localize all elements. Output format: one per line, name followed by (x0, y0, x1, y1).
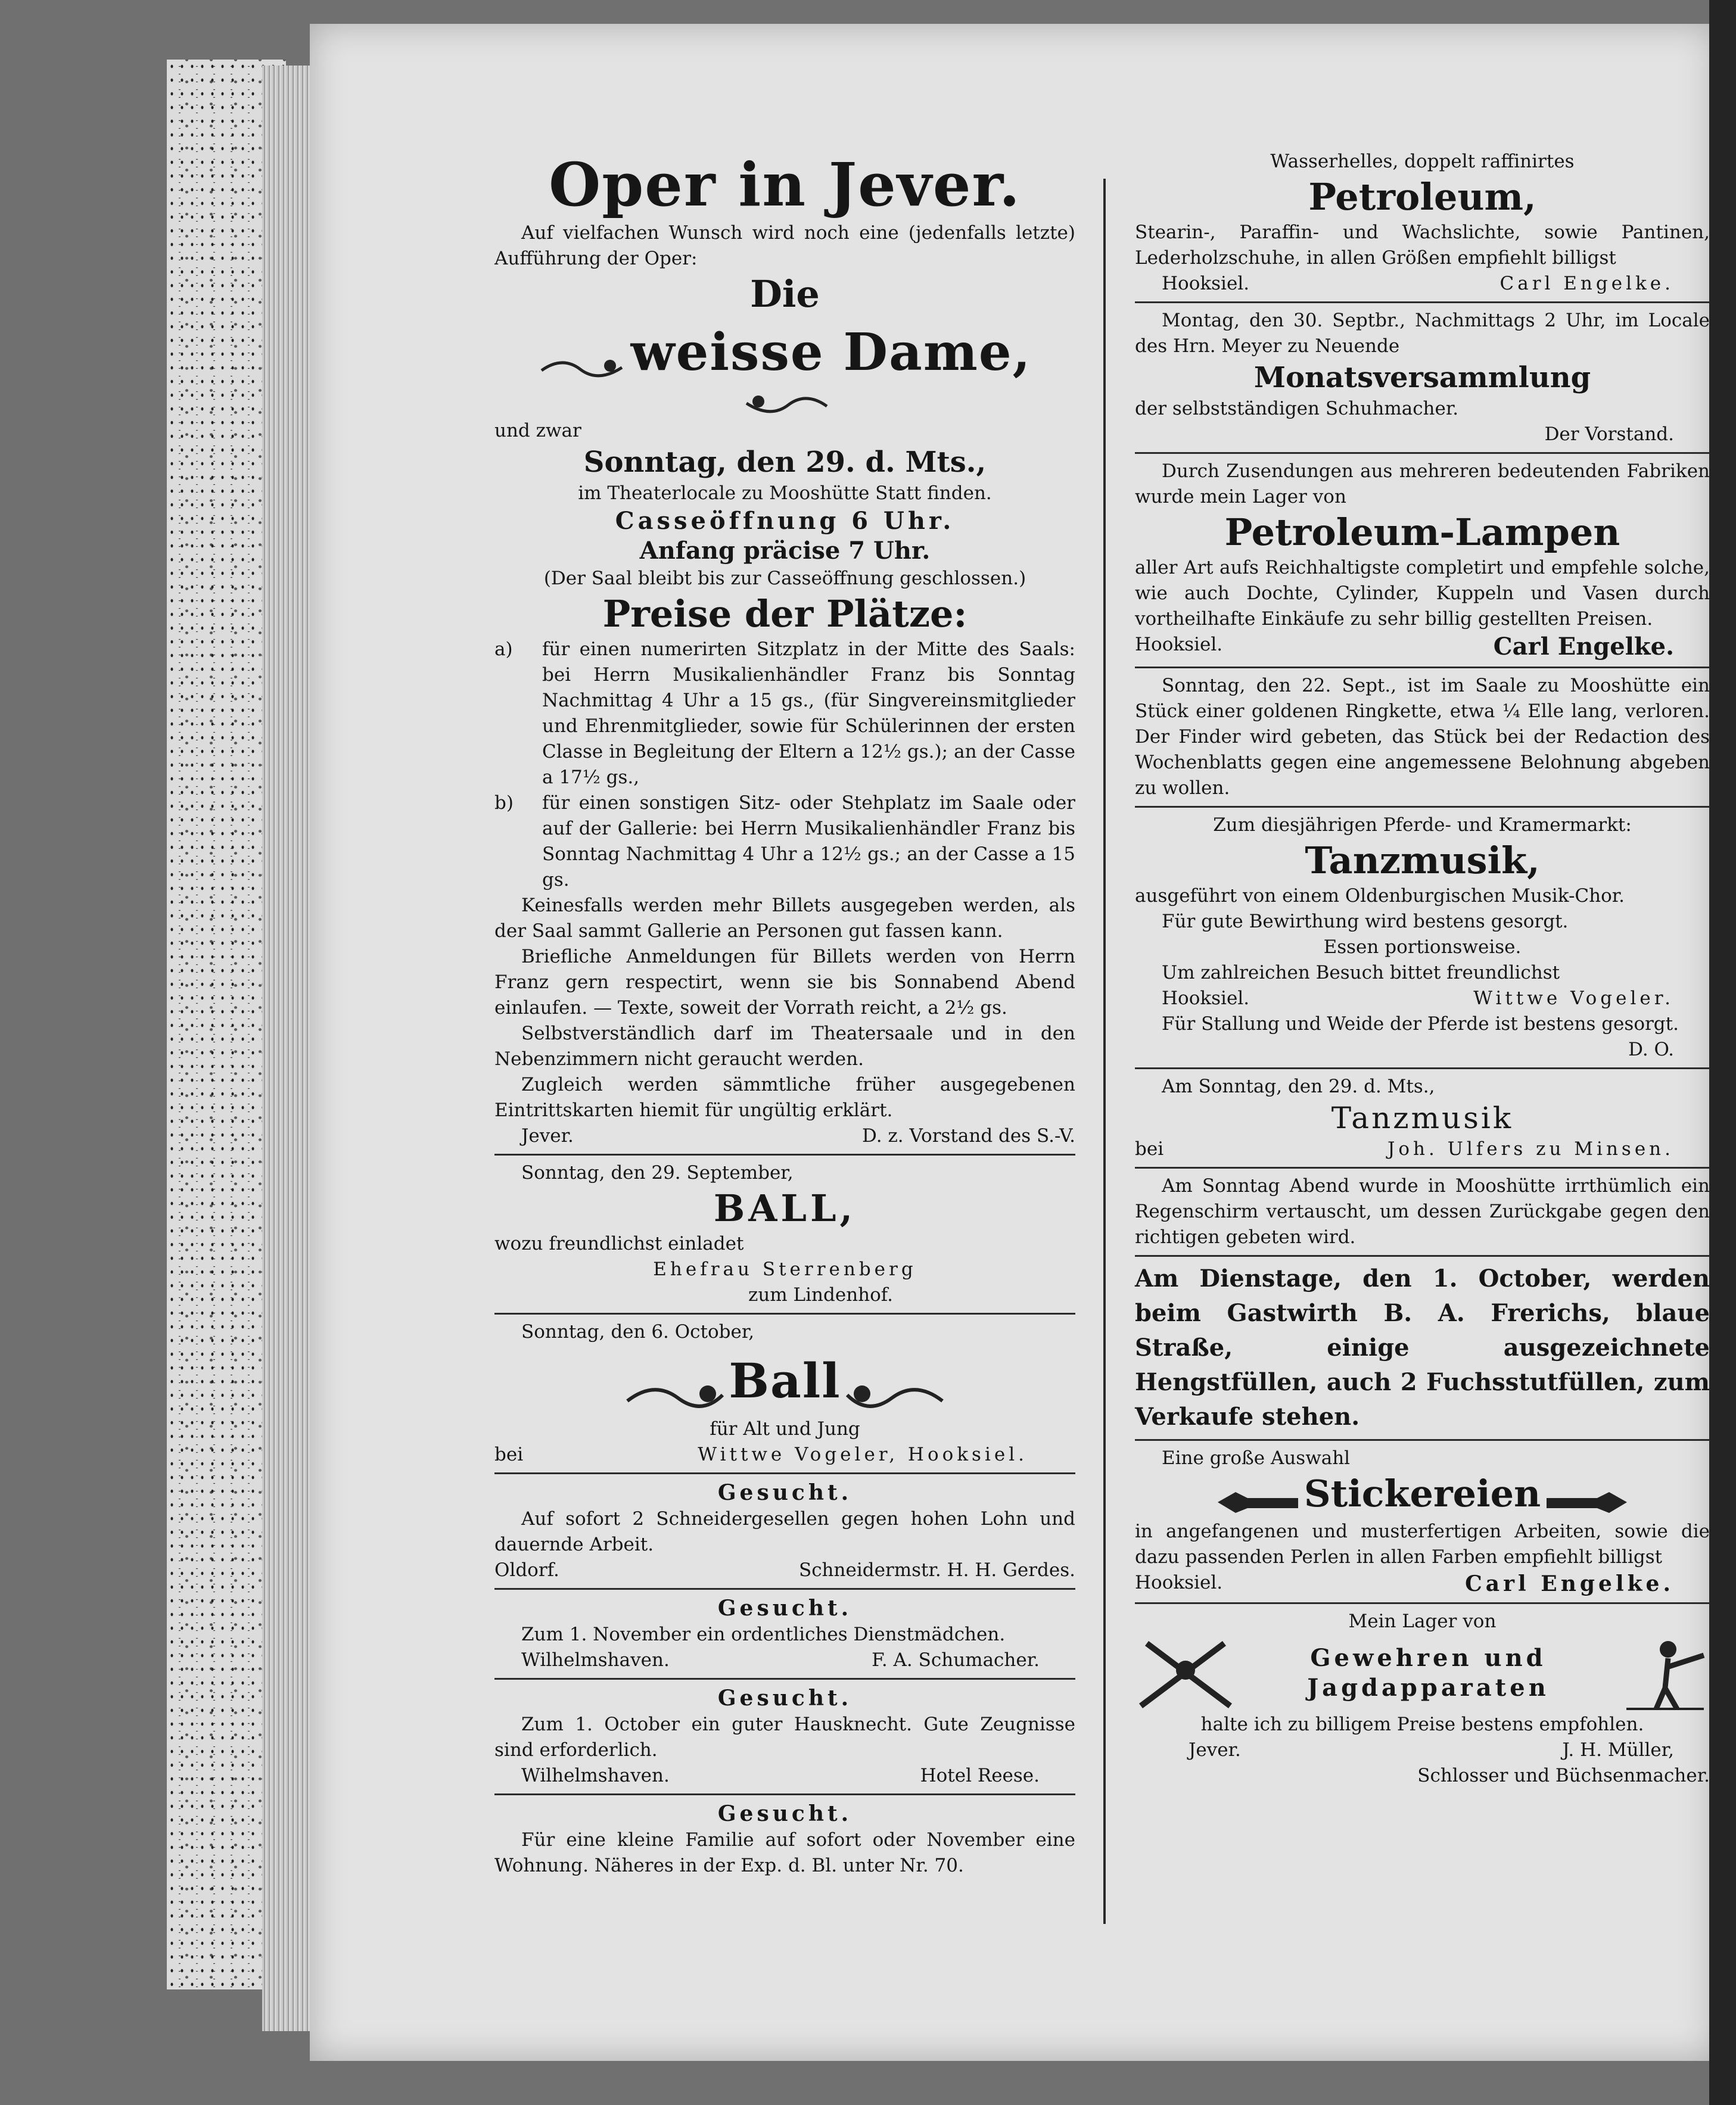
gewehre-text: halte ich zu billigem Preise bestens empfohlen. (1200, 1713, 1644, 1735)
ball2-title-line (494, 1345, 1075, 1416)
gesucht-1-text: Auf sofort 2 Schneidergesellen gegen hohen Lohn und dauernde Arbeit. (494, 1508, 1075, 1555)
separator (1135, 1067, 1710, 1069)
tanzmusik1-title: Tanzmusik, (1305, 839, 1540, 882)
gesucht-1-title: Gesucht. (717, 1480, 853, 1505)
hengst-text: Am Dienstage, den 1. October, werden beim Gastwirth B. A. Frerichs, blaue Straße, einige ausgezeichnete Hengstfüllen, auch 2 Fuchsstutfüllen, zum Verkaufe stehen. (1135, 1265, 1710, 1431)
tanzmusik1-sign-row (1135, 986, 1710, 1011)
gewehre-sign: J. H. Müller, (1562, 1739, 1674, 1761)
column-divider (1103, 179, 1106, 1924)
gesucht-3-title: Gesucht. (717, 1686, 853, 1711)
tanzmusik1-line2: Für gute Bewirthung wird bestens gesorgt. (1162, 911, 1569, 932)
petroleum-ad (1135, 149, 1710, 297)
oper-name: weisse Dame, (630, 322, 1032, 382)
separator (1135, 1167, 1710, 1169)
oper-location: im Theaterlocale zu Mooshütte Statt finden. (578, 482, 992, 504)
petroleum-sign: Carl Engelke. (1499, 273, 1674, 294)
oper-ad (494, 149, 1075, 1149)
gesucht-4-text: Für eine kleine Familie auf sofort oder November eine Wohnung. Näheres in der Exp. d. Bl. unter Nr. 70. (494, 1829, 1075, 1876)
hengst-ad (1135, 1262, 1710, 1434)
pointing-hand-right-icon (1544, 1489, 1633, 1519)
left-column (494, 149, 1075, 1879)
gewehre-ad (1135, 1609, 1710, 1789)
petroleum-title: Petroleum, (1308, 175, 1536, 219)
oper-signature-row (494, 1123, 1075, 1149)
gesucht-2-sign: F. A. Schumacher. (872, 1649, 1040, 1671)
ball2-host-row (494, 1442, 1075, 1468)
oper-signature: D. z. Vorstand des S.-V. (861, 1125, 1075, 1147)
gesucht-1 (494, 1479, 1075, 1583)
stickereien-ad (1135, 1446, 1710, 1598)
gesucht-2-title: Gesucht. (717, 1596, 853, 1621)
price-item-a-label: a) (494, 639, 513, 660)
tanzmusik2-ad (1135, 1074, 1710, 1162)
lampen-place: Hooksiel. (1135, 634, 1223, 655)
gesucht-3-sign: Hotel Reese. (920, 1765, 1040, 1786)
petroleum-pre: Wasserhelles, doppelt raffinirtes (1270, 151, 1575, 172)
ball1-ad (494, 1160, 1075, 1308)
gesucht-1-place: Oldorf. (494, 1559, 559, 1581)
tanzmusik1-line4: Um zahlreichen Besuch bittet freundlichst (1162, 962, 1560, 983)
ball2-date: Sonntag, den 6. October, (521, 1321, 755, 1343)
pointing-hand-left-icon (1212, 1489, 1301, 1519)
separator (1135, 1255, 1710, 1257)
stickereien-sign-row (1135, 1570, 1710, 1598)
gesucht-3-text: Zum 1. October ein guter Hausknecht. Gute Zeugnisse sind erforderlich. (494, 1714, 1075, 1761)
gesucht-2-text: Zum 1. November ein ordentliches Dienstmädchen. (521, 1624, 1006, 1645)
oper-kasse: Casseöffnung 6 Uhr. (615, 507, 955, 535)
monatsversammlung-title: Monatsversammlung (1253, 361, 1591, 394)
gesucht-4-title: Gesucht. (717, 1801, 853, 1826)
stickereien-pre: Eine große Auswahl (1162, 1447, 1351, 1469)
ball1-title: BALL, (713, 1187, 857, 1230)
price-item-a-text: für einen numerirten Sitzplatz in der Mitte des Saals: bei Herrn Musikalienhändler Franz bis Sonntag Nachmittag 4 Uhr a 15 gs., (für Singvereinsmitglieder und Ehrenmitglieder, sowie für Schülerinnen der ersten Classe in Begleitung der Eltern a 12½ gs.); an der Casse a 17½ gs., (542, 639, 1075, 788)
price-item-b-label: b) (494, 792, 514, 814)
lampen-sign-row (1135, 632, 1710, 662)
tanzmusik1-pre: Zum diesjährigen Pferde- und Kramermarkt: (1213, 814, 1632, 836)
lampen-ad (1135, 459, 1710, 662)
tanzmusik1-line1: ausgeführt von einem Oldenburgischen Musik-Chor. (1135, 885, 1625, 907)
lampen-sign: Carl Engelke. (1493, 633, 1674, 661)
tanzmusik2-bei: bei (1135, 1138, 1164, 1160)
gesucht-1-sign-row (494, 1558, 1075, 1583)
para-rauchen: Selbstverständlich darf im Theatersaale und in den Nebenzimmern nicht geraucht werden. (494, 1023, 1075, 1070)
price-item-a (494, 637, 1075, 790)
gewehre-pre: Mein Lager von (1348, 1610, 1497, 1632)
price-item-b-text: für einen sonstigen Sitz- oder Stehplatz im Saale oder auf der Gallerie: bei Herrn Musikalienhändler Franz bis Sonntag Nachmittag 4 Uhr a 12½ gs.; an der Casse a 15 gs. (542, 792, 1075, 890)
ball1-date: Sonntag, den 29. September, (521, 1162, 794, 1184)
gewehre-place: Jever. (1189, 1739, 1241, 1761)
tanzmusik1-line5: Für Stallung und Weide der Pferde ist bestens gesorgt. (1162, 1013, 1679, 1035)
separator (494, 1793, 1075, 1795)
tanzmusik2-pre: Am Sonntag, den 29. d. Mts., (1162, 1076, 1435, 1097)
petroleum-sign-row (1135, 271, 1710, 297)
separator (1135, 806, 1710, 808)
ball2-ad (494, 1319, 1075, 1468)
ball1-sign2: zum Lindenhof. (748, 1284, 894, 1306)
separator (494, 1472, 1075, 1474)
stickereien-sign: Carl Engelke. (1465, 1571, 1674, 1596)
lampen-text: aller Art aufs Reichhaltigste completirt und empfehle solche, wie auch Dochte, Cylinder, Kuppeln und Vasen durch vortheilhafte Einkäufe zu sehr billig gestellten Preisen. (1135, 557, 1710, 630)
tanzmusik1-sign: Wittwe Vogeler. (1473, 988, 1674, 1009)
price-item-b (494, 790, 1075, 893)
gesucht-2-place: Wilhelmshaven. (521, 1649, 670, 1671)
tanzmusik2-title: Tanzmusik (1331, 1101, 1514, 1135)
para-keinesfalls: Keinesfalls werden mehr Billets ausgegeben werden, als der Saal sammt Gallerie an Personen gut fassen kann. (494, 895, 1075, 942)
oper-date: Sonntag, den 29. d. Mts., (583, 446, 987, 479)
right-column (1135, 149, 1710, 1789)
oper-anfang: Anfang präcise 7 Uhr. (639, 537, 931, 565)
oper-name-line (494, 317, 1075, 418)
stickereien-place: Hooksiel. (1135, 1571, 1223, 1593)
ball2-host: Wittwe Vogeler, Hooksiel. (698, 1444, 1028, 1465)
ornament-right-icon (741, 388, 830, 418)
verloren-text: Sonntag, den 22. Sept., ist im Saale zu Mooshütte ein Stück einer goldenen Ringkette, etwa ¼ Elle lang, verloren. Der Finder wird gebeten, das Stück bei der Redaction des Wochenblatts gegen eine angemessene Belohnung abgeben zu wollen. (1135, 675, 1710, 799)
tanzmusik1-place: Hooksiel. (1162, 988, 1250, 1009)
para-karten: Zugleich werden sämmtliche früher ausgegebenen Eintrittskarten hiemit für ungültig erklärt. (494, 1074, 1075, 1121)
separator (494, 1154, 1075, 1156)
gesucht-1-sign: Schneidermstr. H. H. Gerdes. (798, 1559, 1075, 1581)
gesucht-4 (494, 1800, 1075, 1879)
monatsversammlung-sign: Der Vorstand. (1544, 424, 1674, 445)
separator (494, 1313, 1075, 1315)
oper-die: Die (750, 272, 820, 316)
hunter-icon (1620, 1634, 1710, 1712)
ornament-left-icon (624, 1377, 726, 1413)
tanzmusik2-host: Joh. Ulfers zu Minsen. (1387, 1138, 1674, 1160)
separator (1135, 1602, 1710, 1604)
separator (1135, 667, 1710, 668)
preise-heading: Preise der Plätze: (602, 592, 967, 636)
monatsversammlung-line: Montag, den 30. Septbr., Nachmittags 2 Uhr, im Locale des Hrn. Meyer zu Neuende (1135, 310, 1710, 357)
stickereien-title: Stickereien (1303, 1472, 1541, 1515)
oper-title: Oper in Jever. (549, 150, 1021, 220)
ball1-invite: wozu freundlichst einladet (494, 1233, 744, 1254)
lampen-title: Petroleum-Lampen (1224, 510, 1620, 554)
stickereien-title-line (1135, 1471, 1710, 1519)
ornament-right-icon (844, 1377, 945, 1413)
oper-intro: Auf vielfachen Wunsch wird noch eine (jedenfalls letzte) Aufführung der Oper: (494, 222, 1075, 269)
ball2-title: Ball (729, 1353, 841, 1409)
gesucht-3-place: Wilhelmshaven. (521, 1765, 670, 1786)
gesucht-2-sign-row (494, 1648, 1075, 1673)
oper-saal-note: (Der Saal bleibt bis zur Casseöffnung geschlossen.) (543, 568, 1026, 589)
gesucht-2 (494, 1595, 1075, 1673)
gewehre-title2: Jagdapparaten (1307, 1673, 1550, 1702)
gewehre-sign2: Schlosser und Büchsenmacher. (1417, 1764, 1710, 1786)
stickereien-text: in angefangenen und musterfertigen Arbeiten, sowie die dazu passenden Perlen in allen Farben empfiehlt billigst (1135, 1520, 1710, 1568)
separator (494, 1678, 1075, 1680)
lampen-intro: Durch Zusendungen aus mehreren bedeutenden Fabriken wurde mein Lager von (1135, 460, 1710, 507)
tanzmusik2-host-row (1135, 1136, 1710, 1162)
petroleum-text: Stearin-, Paraffin- und Wachslichte, sowie Pantinen, Lederholzschuhe, in allen Größen empfiehlt billigst (1135, 222, 1710, 269)
verloren-ad (1135, 673, 1710, 801)
oper-place: Jever. (521, 1125, 574, 1147)
tanzmusik1-line3: Essen portionsweise. (1323, 936, 1522, 958)
monatsversammlung-sub: der selbstständigen Schuhmacher. (1135, 398, 1459, 419)
ball1-sign1: Ehefrau Sterrenberg (653, 1259, 917, 1280)
tanzmusik1-ad (1135, 812, 1710, 1063)
tanzmusik1-sign2: D. O. (1628, 1039, 1674, 1060)
gewehre-sign-row (1135, 1737, 1710, 1763)
petroleum-place: Hooksiel. (1162, 273, 1250, 294)
gewehre-title1: Gewehren und (1310, 1643, 1547, 1672)
separator (494, 1588, 1075, 1590)
regenschirm-ad (1135, 1173, 1710, 1250)
und-zwar: und zwar (494, 420, 581, 441)
separator (1135, 301, 1710, 303)
ornament-left-icon (539, 353, 628, 382)
ball2-sub: für Alt und Jung (710, 1418, 860, 1440)
gesucht-3 (494, 1684, 1075, 1789)
para-briefliche: Briefliche Anmeldungen für Billets werden von Herrn Franz gern respectirt, wenn sie bis Sonnabend Abend einlaufen. — Texte, soweit der Vorrath reicht, a 2½ gs. (494, 946, 1075, 1019)
gesucht-3-sign-row (494, 1763, 1075, 1789)
gewehre-title-block (1135, 1634, 1710, 1712)
regenschirm-text: Am Sonntag Abend wurde in Mooshütte irrthümlich ein Regenschirm vertauscht, um dessen Zurückgabe gegen den richtigen gebeten wird. (1135, 1175, 1710, 1248)
ball2-bei: bei (494, 1444, 524, 1465)
monatsversammlung-ad (1135, 308, 1710, 447)
separator (1135, 452, 1710, 454)
crossed-rifles-icon (1135, 1634, 1236, 1712)
book-spine (1709, 0, 1736, 2105)
separator (1135, 1439, 1710, 1441)
